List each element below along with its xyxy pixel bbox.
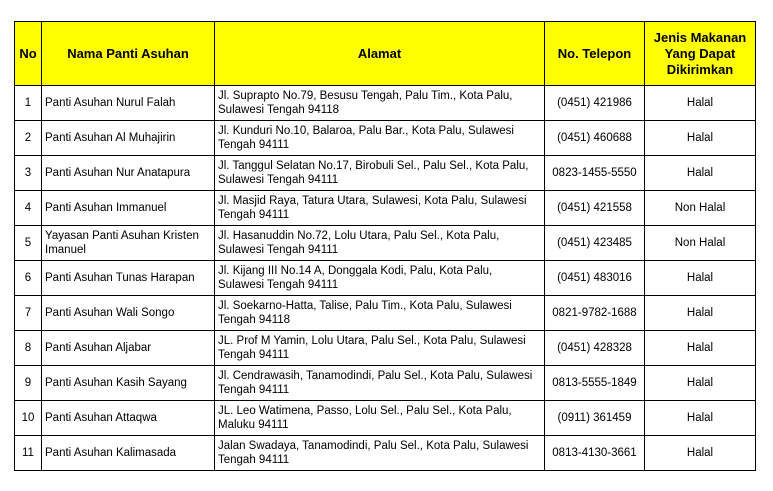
cell-food-type: Halal: [645, 121, 756, 156]
cell-food-type: Halal: [645, 436, 756, 471]
cell-address: Jalan Swadaya, Tanamodindi, Palu Sel., Kota Palu, Sulawesi Tengah 94111: [215, 436, 545, 471]
cell-name: Panti Asuhan Al Muhajirin: [42, 121, 215, 156]
header-address: Alamat: [215, 22, 545, 86]
cell-name: Panti Asuhan Aljabar: [42, 331, 215, 366]
cell-phone: (0451) 483016: [545, 261, 645, 296]
cell-food-type: Halal: [645, 296, 756, 331]
cell-phone: (0451) 421986: [545, 86, 645, 121]
cell-name: Panti Asuhan Nurul Falah: [42, 86, 215, 121]
table-row: [15, 436, 756, 471]
cell-no: 11: [15, 436, 42, 471]
table-row: [15, 366, 756, 401]
cell-food-type: Halal: [645, 86, 756, 121]
cell-phone: (0451) 423485: [545, 226, 645, 261]
cell-no: 8: [15, 331, 42, 366]
cell-no: 1: [15, 86, 42, 121]
cell-address: Jl. Kijang III No.14 A, Donggala Kodi, Palu, Kota Palu, Sulawesi Tengah 94111: [215, 261, 545, 296]
cell-phone: 0813-5555-1849: [545, 366, 645, 401]
cell-no: 9: [15, 366, 42, 401]
table-row: [15, 401, 756, 436]
cell-phone: 0813-4130-3661: [545, 436, 645, 471]
cell-address: Jl. Kunduri No.10, Balaroa, Palu Bar., Kota Palu, Sulawesi Tengah 94111: [215, 121, 545, 156]
cell-phone: (0451) 421558: [545, 191, 645, 226]
cell-food-type: Halal: [645, 156, 756, 191]
cell-phone: 0823-1455-5550: [545, 156, 645, 191]
cell-food-type: Non Halal: [645, 191, 756, 226]
cell-no: 3: [15, 156, 42, 191]
cell-name: Yayasan Panti Asuhan Kristen Imanuel: [42, 226, 215, 261]
cell-food-type: Halal: [645, 261, 756, 296]
table-row: [15, 331, 756, 366]
cell-address: JL. Prof M Yamin, Lolu Utara, Palu Sel., Kota Palu, Sulawesi Tengah 94111: [215, 331, 545, 366]
cell-name: Panti Asuhan Tunas Harapan: [42, 261, 215, 296]
cell-name: Panti Asuhan Wali Songo: [42, 296, 215, 331]
cell-address: Jl. Masjid Raya, Tatura Utara, Sulawesi, Kota Palu, Sulawesi Tengah 94111: [215, 191, 545, 226]
cell-no: 7: [15, 296, 42, 331]
cell-phone: 0821-9782-1688: [545, 296, 645, 331]
table-row: [15, 121, 756, 156]
cell-phone: (0451) 428328: [545, 331, 645, 366]
cell-address: Jl. Soekarno-Hatta, Talise, Palu Tim., Kota Palu, Sulawesi Tengah 94118: [215, 296, 545, 331]
header-row: [15, 22, 756, 86]
cell-food-type: Halal: [645, 366, 756, 401]
cell-no: 10: [15, 401, 42, 436]
cell-name: Panti Asuhan Kasih Sayang: [42, 366, 215, 401]
table-body: [15, 86, 756, 471]
header-no: No: [15, 22, 42, 86]
header-phone: No. Telepon: [545, 22, 645, 86]
cell-address: JL. Leo Watimena, Passo, Lolu Sel., Palu Sel., Kota Palu, Maluku 94111: [215, 401, 545, 436]
cell-food-type: Non Halal: [645, 226, 756, 261]
cell-name: Panti Asuhan Kalimasada: [42, 436, 215, 471]
header-name: Nama Panti Asuhan: [42, 22, 215, 86]
cell-no: 6: [15, 261, 42, 296]
cell-name: Panti Asuhan Attaqwa: [42, 401, 215, 436]
header-food-type: Jenis Makanan Yang Dapat Dikirimkan: [645, 22, 756, 86]
table-row: [15, 191, 756, 226]
cell-food-type: Halal: [645, 331, 756, 366]
table-row: [15, 296, 756, 331]
cell-address: Jl. Tanggul Selatan No.17, Birobuli Sel., Palu Sel., Kota Palu, Sulawesi Tengah 94111: [215, 156, 545, 191]
cell-no: 2: [15, 121, 42, 156]
cell-no: 5: [15, 226, 42, 261]
cell-name: Panti Asuhan Immanuel: [42, 191, 215, 226]
table-row: [15, 226, 756, 261]
table-row: [15, 86, 756, 121]
cell-name: Panti Asuhan Nur Anatapura: [42, 156, 215, 191]
cell-address: Jl. Suprapto No.79, Besusu Tengah, Palu Tim., Kota Palu, Sulawesi Tengah 94118: [215, 86, 545, 121]
cell-phone: (0451) 460688: [545, 121, 645, 156]
orphanage-table: [14, 21, 756, 471]
cell-phone: (0911) 361459: [545, 401, 645, 436]
cell-no: 4: [15, 191, 42, 226]
table-row: [15, 261, 756, 296]
cell-address: Jl. Cendrawasih, Tanamodindi, Palu Sel., Kota Palu, Sulawesi Tengah 94111: [215, 366, 545, 401]
cell-address: Jl. Hasanuddin No.72, Lolu Utara, Palu Sel., Kota Palu, Sulawesi Tengah 94111: [215, 226, 545, 261]
cell-food-type: Halal: [645, 401, 756, 436]
table-row: [15, 156, 756, 191]
